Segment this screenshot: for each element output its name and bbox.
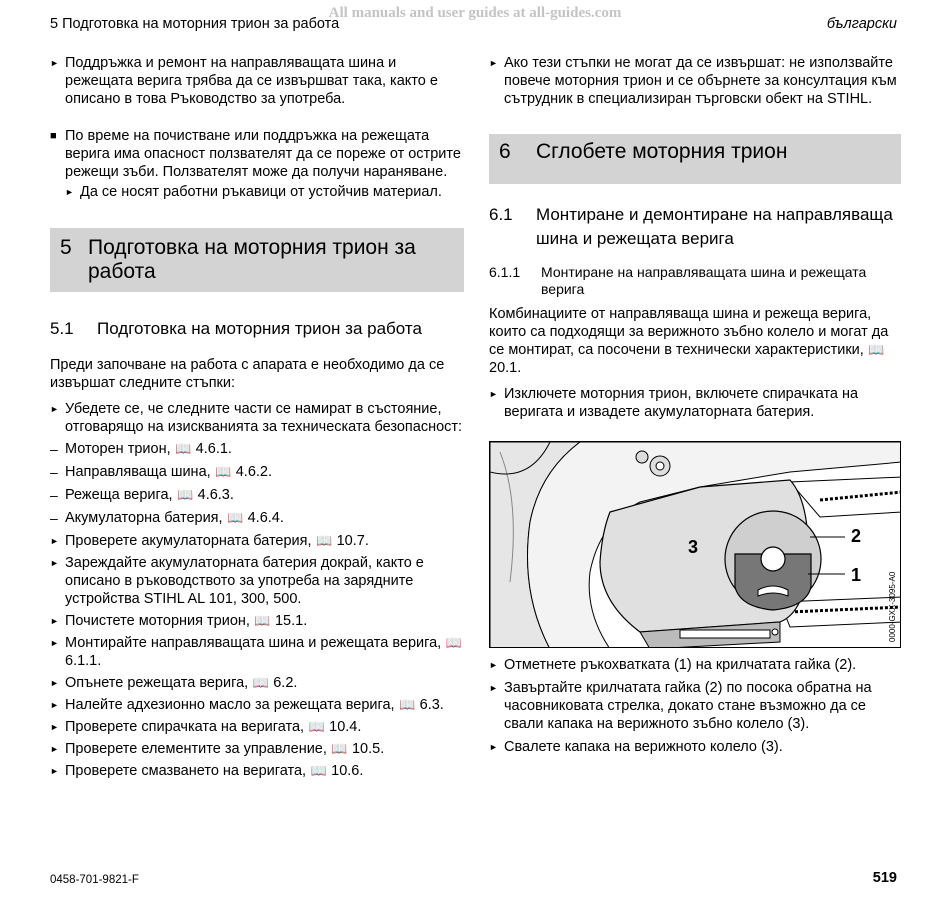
running-header: 5 Подготовка на моторния трион за работа — [50, 16, 340, 32]
book-icon: 📖 — [445, 635, 462, 650]
watermark: All manuals and user guides at all-guides.com — [328, 5, 622, 21]
cross-reference-link[interactable]: 10.5. — [351, 741, 385, 757]
arrow-bullet-icon: ► — [50, 744, 59, 754]
book-icon: 📖 — [868, 342, 885, 357]
list-item: ► Да се носят работни ръкавици от устойчив материал. — [65, 184, 442, 200]
section-6-heading: 6 Сглобете моторния трион — [489, 134, 901, 184]
list-item: ► Монтирайте направляващата шина и режещата верига, 📖 6.1.1. — [50, 635, 462, 669]
warning-item: ■ По време на почистване или поддръжка на режещата верига има опасност ползвателят да се пореже от острите режещи зъби. Ползвателят може да получи нараняване. — [50, 128, 461, 180]
chain-sprocket-cover-figure — [489, 441, 901, 648]
sub-list-item: – Направляваща шина, 📖 4.6.2. — [50, 464, 273, 480]
cross-reference-link[interactable]: 15.1. — [274, 613, 308, 629]
section-6-1-heading: 6.1 Монтиране и демонтиране на направляваща шина и режещата верига — [489, 205, 893, 248]
arrow-bullet-icon: ► — [50, 766, 59, 776]
arrow-bullet-icon: ► — [50, 404, 59, 414]
sub-list-item: – Режеща верига, 📖 4.6.3. — [50, 487, 234, 503]
list-item: ► Налейте адхезионно масло за режещата верига, 📖 6.3. — [50, 697, 444, 713]
list-item: ► Завъртайте крилчатата гайка (2) по посока обратна на часовниковата стрелка, докато стане възможно да се свали капака на верижното зъбно колело (3). — [489, 680, 872, 732]
arrow-bullet-icon: ► — [50, 616, 59, 626]
document-code: 0458-701-9821-F — [50, 874, 139, 886]
arrow-bullet-icon: ► — [50, 536, 59, 546]
figure-code: 0000-GXX-3095-A0 — [888, 571, 897, 642]
arrow-bullet-icon: ► — [50, 558, 59, 568]
list-item: ► Зареждайте акумулаторната батерия докрай, както е описано в ръководството за употреба на зарядните устройства STIHL AL 101, 300, 500. — [50, 555, 424, 607]
compatibility-paragraph: Комбинациите от направляваща шина и режеща верига, които са подходящи за верижното зъбно колело и могат да се монтират, са посочени в технически характеристики, 📖 20.1. — [489, 306, 889, 376]
cross-reference-link[interactable]: 20.1. — [489, 360, 522, 376]
arrow-bullet-icon: ► — [50, 700, 59, 710]
arrow-bullet-icon: ► — [489, 742, 498, 752]
callout-2: 2 — [851, 526, 862, 546]
cross-reference-link[interactable]: 10.6. — [331, 763, 364, 779]
cross-reference-link[interactable]: 6.2. — [273, 675, 298, 691]
list-item: ► Проверете елементите за управление, 📖 10.5. — [50, 741, 385, 757]
arrow-bullet-icon: ► — [50, 638, 59, 648]
square-bullet-icon: ■ — [50, 130, 57, 142]
cross-reference-link[interactable]: 4.6.4. — [247, 510, 284, 526]
book-icon: 📖 — [308, 719, 325, 734]
arrow-bullet-icon: ► — [489, 389, 498, 399]
sub-list-item: – Моторен трион, 📖 4.6.1. — [50, 441, 232, 457]
arrow-bullet-icon: ► — [50, 678, 59, 688]
book-icon: 📖 — [315, 533, 333, 548]
list-item: ► Проверете спирачката на веригата, 📖 10.4. — [50, 719, 362, 735]
cross-reference-link[interactable]: 6.3. — [419, 697, 444, 713]
intro-paragraph: Преди започване на работа с апарата е необходимо да се извършат следните стъпки: — [50, 357, 445, 391]
list-item: ► Почистете моторния трион, 📖 15.1. — [50, 613, 308, 629]
section-5-heading: 5 Подготовка на моторния трион за работа — [50, 228, 464, 292]
list-item: ► Поддръжка и ремонт на направляващата шина и режещата верига трябва да се извършват така, както е описано в това Ръководство за употреба. — [50, 55, 438, 107]
book-icon: 📖 — [177, 487, 194, 502]
list-item: ► Проверете акумулаторната батерия, 📖 10.7. — [50, 533, 369, 549]
book-icon: 📖 — [215, 464, 232, 479]
arrow-bullet-icon: ► — [489, 58, 498, 68]
right-column-lower — [489, 656, 901, 760]
list-item: ► Опънете режещата верига, 📖 6.2. — [50, 675, 298, 691]
callout-1: 1 — [851, 565, 862, 585]
arrow-bullet-icon: ► — [489, 660, 498, 670]
list-item: ► Ако тези стъпки не могат да се извършат: не използвайте повече моторния трион и се обърнете за консултация към сътрудник в специализиран търговски обект на STIHL. — [489, 55, 897, 107]
cross-reference-link[interactable]: 4.6.1. — [195, 441, 232, 457]
book-icon: 📖 — [175, 441, 192, 456]
cross-reference-link[interactable]: 10.4. — [329, 719, 362, 735]
book-icon: 📖 — [310, 763, 327, 778]
language-label: български — [826, 16, 897, 32]
callout-3: 3 — [688, 537, 699, 557]
book-icon: 📖 — [254, 613, 271, 628]
cross-reference-link[interactable]: 6.1.1. — [65, 653, 102, 669]
arrow-bullet-icon: ► — [65, 187, 74, 197]
section-6-1-1-heading: 6.1.1 Монтиране на направляващата шина и режещата верига — [489, 264, 867, 297]
list-item: ► Проверете смазването на веригата, 📖 10.6. — [50, 763, 364, 779]
left-column — [50, 54, 464, 784]
arrow-bullet-icon: ► — [489, 683, 498, 693]
arrow-bullet-icon: ► — [50, 722, 59, 732]
cross-reference-link[interactable]: 4.6.2. — [235, 464, 273, 480]
sub-list-item: – Акумулаторна батерия, 📖 4.6.4. — [50, 510, 284, 526]
book-icon: 📖 — [226, 510, 244, 525]
book-icon: 📖 — [331, 741, 348, 756]
cross-reference-link[interactable]: 4.6.3. — [197, 487, 234, 503]
right-column — [489, 54, 901, 425]
book-icon: 📖 — [252, 675, 269, 690]
book-icon: 📖 — [399, 697, 416, 712]
arrow-bullet-icon: ► — [50, 58, 59, 68]
list-item: ► Отметнете ръкохватката (1) на крилчатата гайка (2). — [489, 657, 857, 673]
page-number: 519 — [872, 870, 897, 886]
list-item: ► Изключете моторния трион, включете спирачката на веригата и извадете акумулаторната батерия. — [489, 386, 859, 420]
list-item: ► Свалете капака на верижното колело (3). — [489, 739, 783, 755]
list-item: ► Убедете се, че следните части се намират в състояние, отговарящо на изискванията за техническата безопасност: — [50, 401, 463, 435]
section-5-1-heading: 5.1 Подготовка на моторния трион за работа — [50, 319, 422, 338]
cross-reference-link[interactable]: 10.7. — [336, 533, 369, 549]
